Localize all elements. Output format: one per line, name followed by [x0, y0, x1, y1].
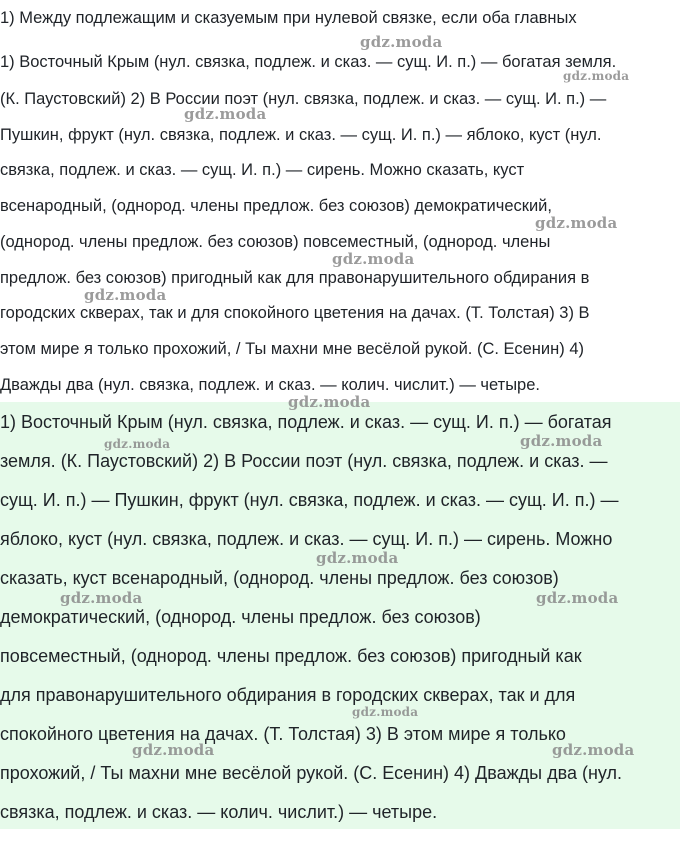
watermark: gdz.moda — [536, 589, 619, 607]
task-line: (К. Паустовский) 2) В России поэт (нул. связка, подлеж. и сказ. — сущ. И. п.) — — [0, 90, 607, 108]
task-line: Дважды два (нул. связка, подлеж. и сказ. — колич. числит.) — четыре. — [0, 376, 540, 394]
watermark: gdz.moda — [563, 69, 630, 83]
watermark: gdz.moda — [84, 286, 167, 304]
watermark: gdz.moda — [288, 393, 371, 411]
task-line: (однород. члены предлож. без союзов) повсеместный, (однород. члены — [0, 233, 551, 251]
answer-line: спокойного цветения на дачах. (Т. Толстая) 3) В этом мире я только — [0, 724, 566, 744]
watermark: gdz.moda — [352, 705, 419, 719]
answer-line: для правонарушительного обдирания в городских скверах, так и для — [0, 685, 576, 705]
task-line: 1) Восточный Крым (нул. связка, подлеж. и сказ. — сущ. И. п.) — богатая земля. — [0, 53, 617, 71]
task-line: городских скверах, так и для спокойного цветения на дачах. (Т. Толстая) 3) В — [0, 304, 590, 322]
watermark: gdz.moda — [552, 741, 635, 759]
task-line: предлож. без союзов) пригодный как для правонарушительного обдирания в — [0, 269, 590, 287]
answer-line: сказать, куст всенародный, (однород. члены предлож. без союзов) — [0, 568, 559, 588]
task-line: связка, подлеж. и сказ. — сущ. И. п.) — сирень. Можно сказать, куст — [0, 161, 525, 179]
watermark: gdz.moda — [332, 250, 415, 268]
task-text-block — [0, 0, 680, 402]
watermark: gdz.moda — [535, 214, 618, 232]
watermark: gdz.moda — [132, 741, 215, 759]
watermark: gdz.moda — [60, 589, 143, 607]
task-line: этом мире я только прохожий, / Ты махни мне весёлой рукой. (С. Есенин) 4) — [0, 340, 584, 358]
answer-text-block — [0, 402, 680, 829]
answer-line: яблоко, куст (нул. связка, подлеж. и сказ. — сущ. И. п.) — сирень. Можно — [0, 529, 613, 549]
task-line: Пушкин, фрукт (нул. связка, подлеж. и сказ. — сущ. И. п.) — яблоко, куст (нул. — [0, 126, 602, 144]
task-line: всенародный, (однород. члены предлож. без союзов) демократический, — [0, 197, 552, 215]
answer-line: сущ. И. п.) — Пушкин, фрукт (нул. связка, подлеж. и сказ. — сущ. И. п.) — — [0, 490, 619, 510]
watermark: gdz.moda — [104, 437, 171, 451]
watermark: gdz.moda — [316, 549, 399, 567]
answer-line: 1) Восточный Крым (нул. связка, подлеж. и сказ. — сущ. И. п.) — богатая — [0, 412, 612, 432]
answer-line: прохожий, / Ты махни мне весёлой рукой. (С. Есенин) 4) Дважды два (нул. — [0, 763, 622, 783]
answer-line: демократический, (однород. члены предлож. без союзов) — [0, 607, 481, 627]
watermark: gdz.moda — [360, 33, 443, 51]
answer-line: земля. (К. Паустовский) 2) В России поэт (нул. связка, подлеж. и сказ. — — [0, 451, 608, 471]
watermark: gdz.moda — [520, 432, 603, 450]
task-header-line: 1) Между подлежащим и сказуемым при нулевой связке, если оба главных — [0, 9, 577, 27]
watermark: gdz.moda — [184, 105, 267, 123]
answer-line: связка, подлеж. и сказ. — колич. числит.) — четыре. — [0, 802, 438, 822]
answer-line: повсеместный, (однород. члены предлож. без союзов) пригодный как — [0, 646, 582, 666]
